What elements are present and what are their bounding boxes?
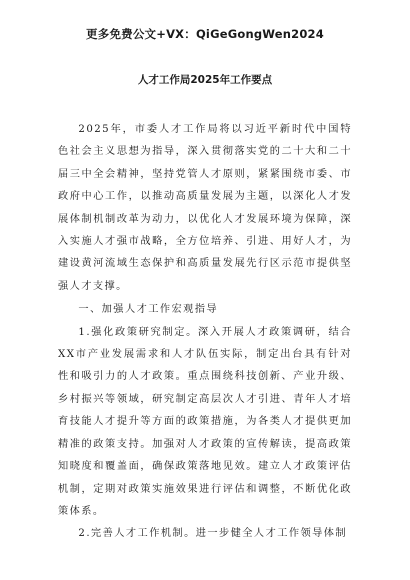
document-body — [58, 119, 352, 546]
intro-paragraph: 2025年，市委人才工作局将以习近平新时代中国特色社会主义思想为指导，深入贯彻落实党的二十大和二十届三中全会精神，坚持党管人才原则，紧紧围绕市委、市政府中心工作，以推动高质量发展为主题，以深化人才发展体制机制改革为动力，以优化人才发展环境为保障，深入实施人才强市战略，全方位培养、引进、用好人才，为建设黄河流域生态保护和高质量发展先行区示范市提供坚强人才支撑。 — [58, 124, 352, 292]
promo-banner: 更多免费公文+VX：QiGeGongWen2024 — [86, 27, 324, 41]
list-item-paragraph: 2.完善人才工作机制。进一步健全人才工作领导体制 — [78, 528, 348, 540]
document-title: 人才工作局2025年工作要点 — [137, 74, 273, 86]
section-heading: 一、加强人才工作宏观指导 — [78, 304, 219, 316]
list-item-paragraph: 1.强化政策研究制定。深入开展人才政策调研，结合XX市产业发展需求和人才队伍实际，制定出台具有针对性和吸引力的人才政策。重点围绕科技创新、产业升级、乡村振兴等领域，研究制定高层次人才引进、青年人才培育技能人才提升等方面的政策措施，为各类人才提供更加精准的政策支持。加强对人才政策的宣传解读，提高政策知晓度和覆盖面，确保政策落地见效。建立人才政策评估机制，定期对政策实施效果进行评估和调整，不断优化政策体系。 — [58, 326, 352, 517]
